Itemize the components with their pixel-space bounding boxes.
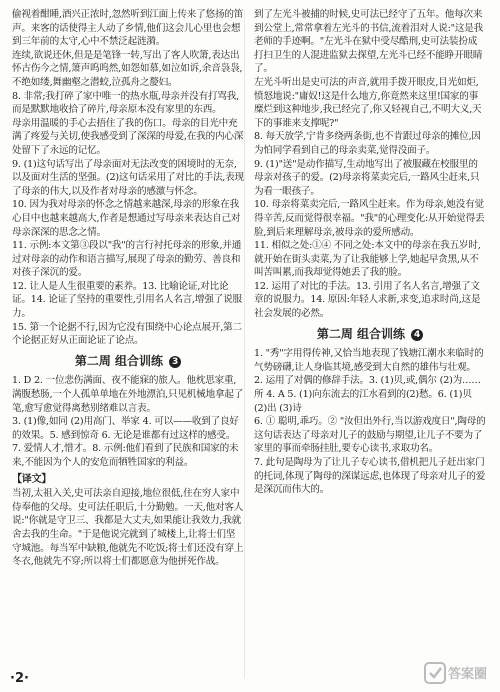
paragraph: 母亲用温暖的手心去捂住了我的伤口。母亲的目光中充满了疼爱与关切,使我感受到了深深的母爱,在我的内心深处留下了永远的记忆。	[12, 117, 244, 156]
left-column	[12, 8, 244, 656]
section-number-badge: 4	[411, 329, 423, 341]
section-number-badge: 3	[169, 356, 181, 368]
page-number-value: 2	[14, 671, 24, 686]
paragraph: 10. 母亲将菜卖完后,一路风尘赶来。作为母亲,她没有觉得辛苦,反而觉得很幸福。"我"的心理变化:从开始觉得丢脸,到后来理解母亲,被母亲的爱所感动。	[254, 199, 485, 238]
paragraph: 11. 示例:本文第③段以"我"的言行衬托母亲的形象,并通过对母亲的动作和语言描写,展现了母亲的勤劳、善良和对孩子深沉的爱。	[12, 240, 242, 279]
paragraph: 8. 每天放学,宁肯多绕两条街,也不肯跟过母亲的摊位,因为怕同学看到自己的母亲卖菜,觉得没面子。	[254, 131, 481, 156]
paragraph: 3. (1)像,如同 (2)用高门、举家 4. 可以——收到了良好的效果。5. 感到惊奇 6. 无论是谁都有过这样的感受。	[12, 416, 239, 441]
paragraph: 12. 运用了对比的手法。13. 引用了名人名言,增强了文章的说服力。14. 原因:年轻人求新,求变,追求时尚,这是社会发展的必然。	[254, 280, 481, 320]
watermark-logo	[424, 660, 494, 686]
paragraph: 8. 非常;我打碎了家中唯一的热水瓶,母亲并没有打骂我,而是默默地收拾了碎片,母亲原本没有家里的东西。	[12, 90, 239, 116]
section-heading	[12, 355, 244, 369]
paragraph: 连续,欲说还休,但是是笔锋一转,写出了客人吹箫,表达出怀古伤今之情,箫声呜呜然,如怨如慕,如泣如诉,余音袅袅,不绝如缕,舞幽壑之潜蛟,泣孤舟之嫠妇。	[12, 49, 243, 88]
paragraph: 12. 让人是人生很重要的素养。13. 比喻论证,对比论证。14. 论证了坚持的重要性,引用名人名言,增强了说服力。	[12, 280, 242, 320]
paragraph: 9. (1)这句话写出了母亲面对无法改变的困境时的无奈,以及面对生活的坚强。(2)这句话采用了对比的手法,表现了母亲的伟大,以及作者对母亲的感激与怀念。	[12, 158, 244, 197]
section-title: 第二周 组合训练	[74, 353, 163, 368]
paragraph: 15. 第一个论据不行,因为它没有围绕中心论点展开,第二个论据正好从正面论证了论点。	[12, 321, 242, 347]
section-heading	[254, 328, 486, 342]
right-column	[254, 8, 486, 684]
watermark-logo-icon	[424, 660, 494, 686]
watermark-text: 答案圈	[448, 667, 488, 682]
paragraph: 2. 运用了对偶的修辞手法。3. (1)贝,或,偶尔 (2)为……所 4. A 5. (1)向东流去的江水看到的(2)愁。6. (1)贝 (2)出 (3)诗	[254, 375, 481, 414]
page-number: ·2·	[10, 671, 29, 686]
paragraph: 左光斗听出是史可法的声音,就用手拨开眼皮,目光如炬,愤怒地说:"庸奴!这是什么地方,你竟然来这里!国家的事糜烂到这种地步,我已经完了,你又轻视自己,不明大义,天下的事谁来支撑呢?"	[254, 76, 482, 129]
section-title: 第二周 组合训练	[316, 326, 405, 341]
paragraph: 7. 此句是陶母为了让儿子专心读书,借机把儿子赶出家门的托词,体现了陶母的深谋远虑,也体现了母亲对儿子的爱是深沉而伟大的。	[254, 457, 486, 496]
paragraph: 11. 相似之处:①④ 不同之处:本文中的母亲在我五岁时,就开始在街头卖菜,为了让我能够上学,她起早贪黑,从不叫苦叫累,而我却觉得她丢了我的脸。	[254, 240, 481, 279]
translation-label: 【译文】	[12, 473, 52, 485]
paragraph: 9. (1)"送"是动作描写,生动地写出了被服藏在校服里的母亲对孩子的爱。(2)母亲将菜卖完后,一路风尘赶来,只为看一眼孩子。	[254, 158, 480, 197]
paragraph: 偷视着酣睡,酒兴正浓时,忽然听到江面上传来了悠扬的笛声。来客的话使得主人动了乡情,他们这会儿心里也会想到三年前的太守,心中不禁泛起涟漪。	[12, 9, 244, 48]
paragraph: 1. "秀"字用得传神,又恰当地表现了钱塘江潮水来临时的气势磅礴,让人身临其境,感受到大自然的雄伟与壮观。	[254, 348, 484, 373]
paragraph: 1. D 2. 一位悲伤满面、夜不能寐的旅人。他枕思家重,满腹愁肠,一个人孤单单地在外地漂泊,只见机械地拿起了笔,愈写愈觉得离愁别绪难以言表。	[12, 375, 244, 414]
column-divider	[244, 10, 245, 678]
paragraph: 到了左光斗被捕的时候,史可法已经守了五年。他每次来到公堂上,常常拿着左光斗的书信,流着泪对人说:"这是我老师的手迹啊。"左光斗在狱中受尽酷刑,史可法装扮成打扫卫生的人混进监狱去探望,左光斗已经不能睁开眼睛了。	[254, 9, 483, 75]
translation-text: 当初,太祖入关,史可法亲自迎接,地位很低,住在穷人家中侍奉他的父母。史可法任职后,十分勤勉。一天,他对客人说:"你就是守卫三、我都是大丈夫,如果能让我效力,我就舍去我的生命。"于是他说完就到了城楼上,让将士们坚守城池。每当军中缺粮,他就先不吃饭;将士们还没有穿上冬衣,他就先不穿;所以将士们都愿意为他拼死作战。	[12, 488, 244, 568]
paragraph: 6. ① 聪明,乖巧。② "汝但出外行,当以游戏度日",陶母的这句话表达了母亲对儿子的鼓励与期望,让儿子不要为了家里的事而牵肠挂肚,要专心读书,求取功名。	[254, 416, 486, 455]
paragraph: 7. 爱情人才,惜才。8. 示例:他们看到了民族和国家的未来,不能因为个人的安危而牺牲国家的利益。	[12, 443, 239, 468]
paragraph: 10. 因为我对母亲的怀念之情越来越深,母亲的形象在我心目中也越来越高大,作者是想通过写母亲来表达自己对母亲深深的思念之情。	[12, 199, 241, 238]
